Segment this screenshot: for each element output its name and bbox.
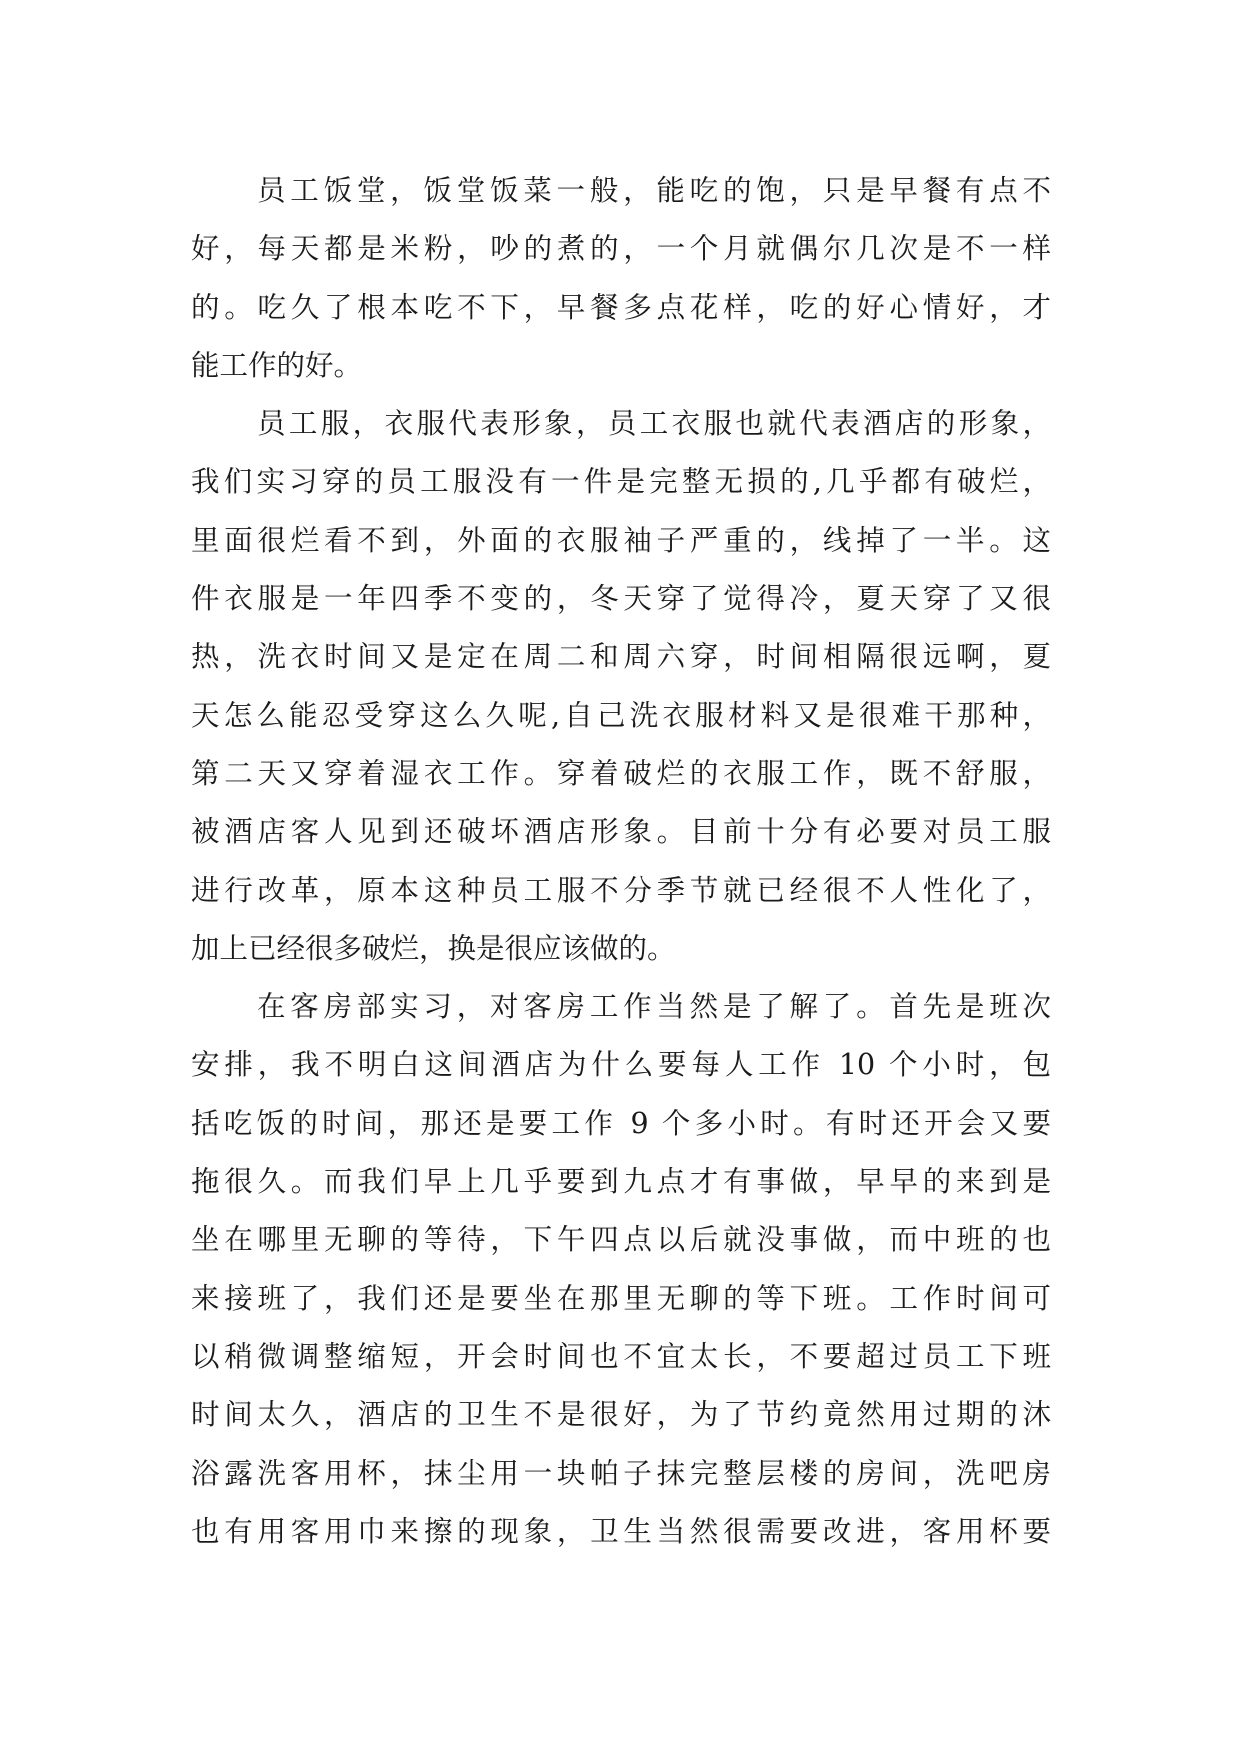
text-line: 坐在哪里无聊的等待，下午四点以后就没事做，而中班的也 [191,1223,1051,1257]
text-line: 员工饭堂，饭堂饭菜一般，能吃的饱，只是早餐有点不 [257,174,1051,207]
paragraph-housekeeping [191,978,1051,1561]
text-line: 里面很烂看不到，外面的衣服袖子严重的，线掉了一半。这 [191,523,1051,557]
text-line: 能工作的好。 [191,348,363,382]
text-line: 员工服，衣服代表形象，员工衣服也就代表酒店的形象， [257,407,1051,441]
text-line: 也有用客用巾来擦的现象，卫生当然很需要改进，客用杯要 [191,1514,1051,1548]
text-line: 我们实习穿的员工服没有一件是完整无损的,几乎都有破烂， [191,465,1051,499]
text-line: 拖很久。而我们早上几乎要到九点才有事做，早早的来到是 [191,1165,1051,1199]
text-line: 在客房部实习，对客房工作当然是了解了。首先是班次 [257,990,1051,1024]
paragraph-uniform [191,395,1051,978]
text-line: 安排，我不明白这间酒店为什么要每人工作 10 个小时，包 [191,1048,1051,1082]
text-line: 第二天又穿着湿衣工作。穿着破烂的衣服工作，既不舒服， [191,756,1051,790]
text-line: 以稍微调整缩短，开会时间也不宜太长，不要超过员工下班 [191,1339,1051,1373]
text-line: 件衣服是一年四季不变的，冬天穿了觉得冷，夏天穿了又很 [191,582,1051,616]
text-line: 天怎么能忍受穿这么久呢,自己洗衣服材料又是很难干那种， [191,698,1051,732]
text-line: 被酒店客人见到还破坏酒店形象。目前十分有必要对员工服 [191,815,1051,849]
text-line: 进行改革，原本这种员工服不分季节就已经很不人性化了， [191,873,1051,907]
text-line: 时间太久，酒店的卫生不是很好，为了节约竟然用过期的沐 [191,1398,1051,1432]
text-line: 来接班了，我们还是要坐在那里无聊的等下班。工作时间可 [191,1281,1051,1315]
text-line: 好，每天都是米粉，吵的煮的，一个月就偶尔几次是不一样 [191,232,1051,266]
text-line: 括吃饭的时间，那还是要工作 9 个多小时。有时还开会又要 [191,1106,1051,1140]
text-line: 的。吃久了根本吃不下，早餐多点花样，吃的好心情好，才 [191,290,1051,324]
body-text [191,162,1051,1561]
text-line: 加上已经很多破烂，换是很应该做的。 [191,931,676,965]
paragraph-canteen [191,162,1051,395]
text-line: 浴露洗客用杯，抹尘用一块帕子抹完整层楼的房间，洗吧房 [191,1456,1051,1490]
text-line: 热，洗衣时间又是定在周二和周六穿，时间相隔很远啊，夏 [191,640,1051,674]
